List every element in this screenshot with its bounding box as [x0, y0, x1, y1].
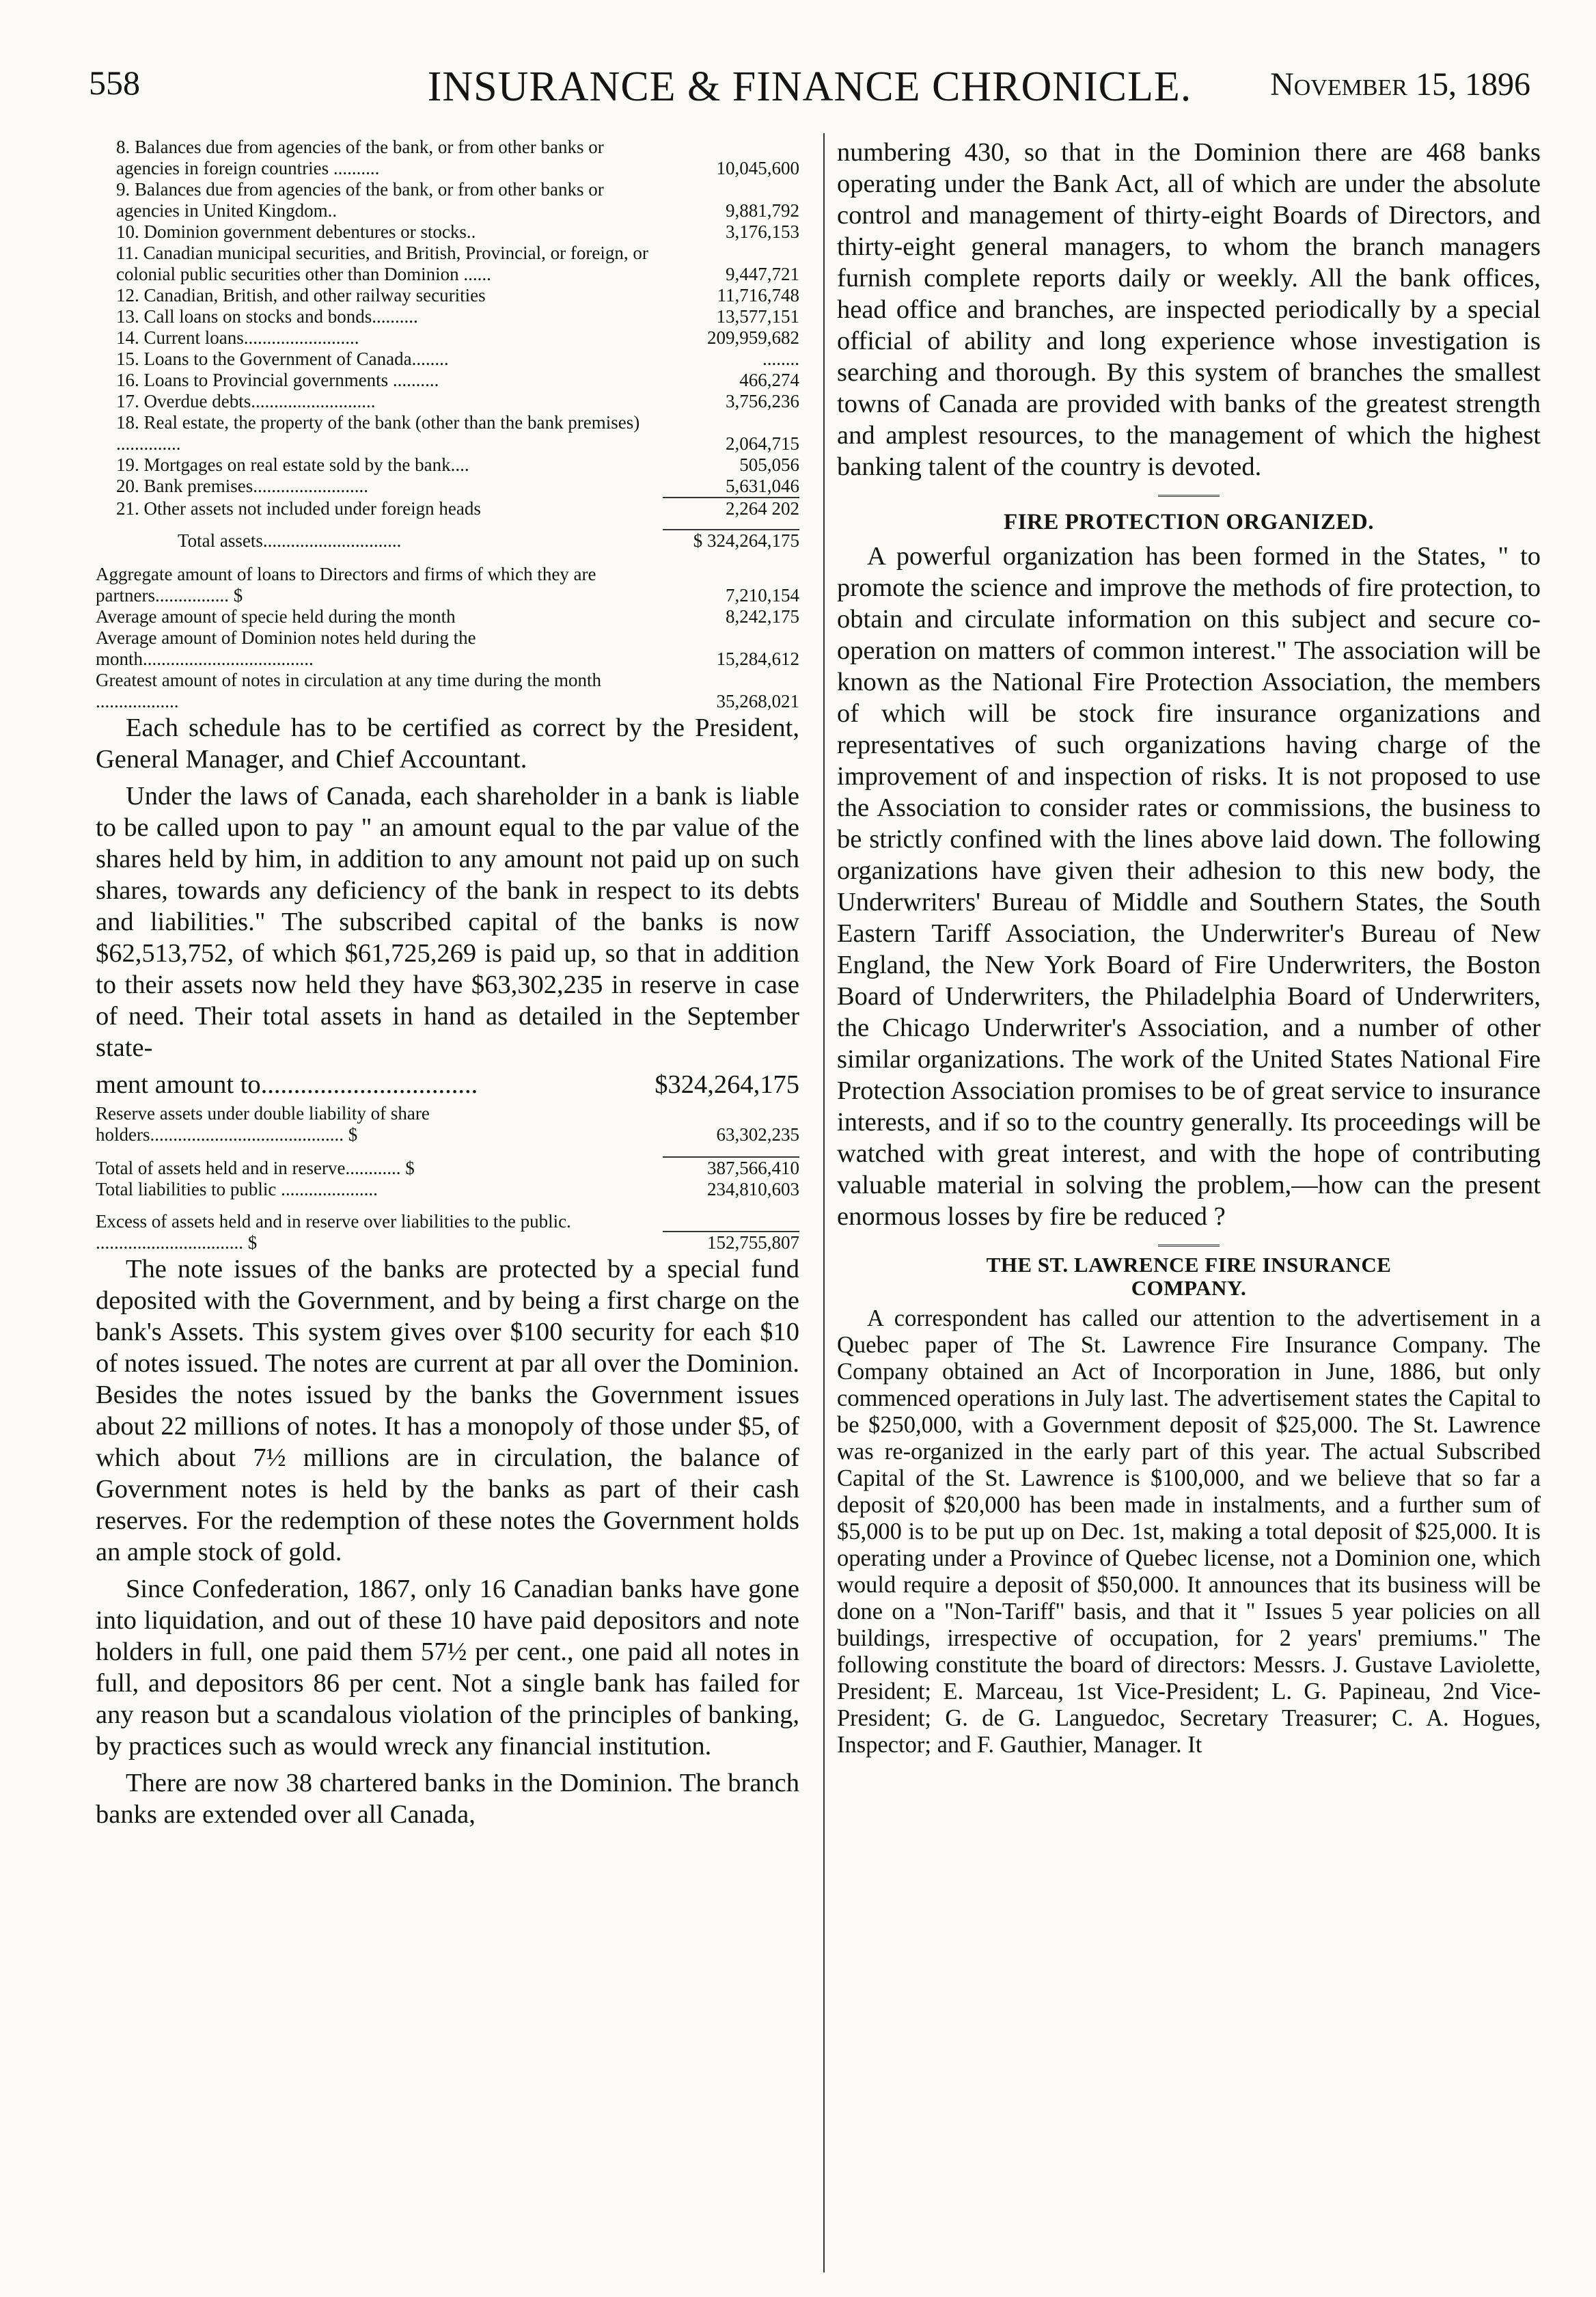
statement-row — [96, 454, 799, 476]
statement-value: 3,756,236 — [726, 391, 799, 411]
left-column — [96, 137, 799, 1836]
statement-label: 16. Loans to Provincial governments .......... — [116, 370, 439, 390]
statement-row — [96, 370, 799, 391]
statement-row — [96, 391, 799, 412]
statement-value: 7,210,154 — [726, 585, 799, 606]
statement-row — [96, 412, 799, 454]
reserve-label: Reserve assets under double liability of share holders.......................................... $ — [96, 1103, 430, 1145]
reserve-row — [96, 1103, 799, 1145]
statement-label: Average amount of Dominion notes held during the month..................................... — [96, 627, 476, 669]
fire-protection-heading: FIRE PROTECTION ORGANIZED. — [1004, 510, 1374, 534]
bank-statement-table — [96, 137, 799, 712]
statement-label: 21. Other assets not included under foreign heads — [116, 498, 481, 519]
statement-value: 13,577,151 — [716, 306, 799, 327]
statement-label: 17. Overdue debts........................... — [116, 391, 376, 411]
statement-row — [96, 327, 799, 349]
statement-value: 8,242,175 — [726, 606, 799, 627]
statement-value: 2,264 202 — [663, 497, 799, 519]
liabilities-value: 234,810,603 — [707, 1179, 799, 1199]
excess-label: Excess of assets held and in reserve over liabilities to the public. ................................ $ — [96, 1211, 571, 1253]
article-paragraph: The note issues of the banks are protected by a special fund deposited with the Government, and by being a first charge on the bank's Assets. This system gives over $100 security for each $10 of notes issued. The notes are current at par all over the Dominion. Besides the notes issued by the banks the Government issues about 22 millions of notes. It has a monopoly of those under $5, of which about 7½ millions are in circulation, the balance of Government notes is held by the banks as part of their cash reserves. For the redemption of these notes the Government holds an ample stock of gold. — [96, 1255, 799, 1566]
right-column — [837, 137, 1541, 1764]
total-assets-row — [96, 529, 799, 552]
reserve-value: 63,302,235 — [716, 1124, 799, 1145]
article-paragraph: There are now 38 chartered banks in the Dominion. The branch banks are extended over all Canada, — [96, 1769, 799, 1829]
held-label: Total of assets held and in reserve............ $ — [96, 1158, 415, 1178]
statement-value: 9,881,792 — [726, 200, 799, 221]
statement-value: 5,631,046 — [726, 476, 799, 496]
statement-value: 466,274 — [739, 370, 799, 390]
statement-label: 11. Canadian municipal securities, and British, Provincial, or foreign, or colonial public securities other than Dominion ...... — [116, 243, 648, 284]
total-assets-label: Total assets.............................. — [178, 530, 402, 551]
statement-row — [96, 349, 799, 370]
section-divider — [1158, 495, 1220, 500]
st-lawrence-heading: THE ST. LAWRENCE FIRE INSURANCE — [986, 1253, 1392, 1277]
statement-label: 13. Call loans on stocks and bonds.......... — [116, 306, 418, 327]
statement-row — [96, 137, 799, 179]
article-paragraph: A powerful organization has been formed in the States, " to promote the science and improve the methods of fire protection, to obtain and circulate information on this subject and secure co-operation on matters of common interest." The association will be known as the National Fire Protection Association, the members of which will be stock fire insurance organizations and representatives of such organizations having charge of the improvement of and inspection of risks. It is not proposed to use the Association to consider rates or commissions, the business to be strictly confined with the lines above laid down. The following organizations have given their adhesion to this new body, the Underwriters' Bureau of Middle and Southern States, the South Eastern Tariff Association, the Underwriter's Bureau of New England, the New York Board of Fire Underwriters, the Boston Board of Underwriters, the Philadelphia Board of Underwriters, the Chicago Underwriter's Association, and a number of other similar organizations. The work of the United States National Fire Protection Association promises to be of great service to insurance interests, and if so to the country generally. Its proceedings will be watched with great interest, and with the hope of contributing valuable material in solving the problem,—how can the present enormous losses by fire be reduced ? — [837, 542, 1541, 1231]
liabilities-label: Total liabilities to public ..................... — [96, 1179, 378, 1199]
article-paragraph: numbering 430, so that in the Dominion there are 468 banks operating under the Bank Act, all of which are under the absolute control and management of thirty-eight Boards of Directors, and thirty-eight general managers, to whom the branch managers furnish complete reports daily or weekly. All the bank offices, head office and branches, are inspected periodically by a special official of ability and long experience whose investigation is searching and thorough. By this system of branches the smallest towns of Canada are provided with banks of the greatest strength and amplest resources, to the management of which the highest banking talent of the country is devoted. — [837, 138, 1541, 481]
statement-value: 505,056 — [739, 454, 799, 475]
statement-row — [96, 497, 799, 519]
article-paragraph: Each schedule has to be certified as correct by the President, General Manager, and Chief Accountant. — [96, 713, 799, 774]
statement-value: 9,447,721 — [726, 264, 799, 284]
held-value: 387,566,410 — [663, 1156, 799, 1179]
statement-label: 14. Current loans......................... — [116, 327, 359, 348]
statement-label: 19. Mortgages on real estate sold by the bank.... — [116, 454, 469, 475]
statement-row — [96, 179, 799, 221]
excess-row — [96, 1211, 799, 1253]
statement-row — [96, 476, 799, 497]
statement-value: 3,176,153 — [726, 221, 799, 242]
statement-value: 15,284,612 — [716, 649, 799, 669]
statement-value: ........ — [762, 349, 799, 369]
statement-label: 20. Bank premises......................... — [116, 476, 368, 496]
statement-label: Aggregate amount of loans to Directors and firms of which they are partners................ $ — [96, 564, 596, 606]
assets-amount-row — [96, 1069, 799, 1100]
statement-extra-row — [96, 606, 799, 627]
page-number: 558 — [89, 64, 140, 102]
statement-row — [96, 243, 799, 285]
liabilities-row — [96, 1179, 799, 1200]
page-header — [89, 63, 1530, 124]
statement-extra-row — [96, 564, 799, 606]
statement-value: 209,959,682 — [707, 327, 799, 348]
assets-amount-label: ment amount to................................. — [96, 1070, 478, 1099]
total-assets-value: $ 324,264,175 — [663, 529, 799, 552]
assets-amount-value: $324,264,175 — [655, 1070, 799, 1099]
statement-extra-row — [96, 670, 799, 712]
article-paragraph: Under the laws of Canada, each shareholder in a bank is liable to be called upon to pay " an amount equal to the par value of the shares held by him, in addition to any amount not paid up on such shares, towards any deficiency of the bank in respect to its debts and liabilities." The subscribed capital of the banks is now $62,513,752, of which $61,725,269 is paid up, so that in addition to their assets now held they have $63,302,235 in reserve in case of need. Their total assets in hand as detailed in the September state- — [96, 782, 799, 1062]
reserve-table — [96, 1103, 799, 1253]
statement-label: 10. Dominion government debentures or stocks.. — [116, 221, 476, 242]
statement-value: 2,064,715 — [726, 433, 799, 454]
column-divider — [823, 133, 825, 2272]
section-divider — [1158, 1245, 1220, 1249]
issue-date: November 15, 1896 — [1270, 66, 1530, 103]
statement-label: 8. Balances due from agencies of the bank, or from other banks or agencies in foreign countries .......... — [116, 137, 604, 178]
statement-label: 12. Canadian, British, and other railway securities — [116, 285, 486, 305]
statement-row — [96, 285, 799, 306]
statement-value: 10,045,600 — [716, 158, 799, 178]
statement-label: 15. Loans to the Government of Canada........ — [116, 349, 449, 369]
statement-row — [96, 306, 799, 327]
publication-title: INSURANCE & FINANCE CHRONICLE. — [427, 64, 1192, 110]
statement-value: 35,268,021 — [716, 691, 799, 711]
statement-value: 11,716,748 — [717, 285, 799, 305]
held-row — [96, 1156, 799, 1179]
statement-extra-row — [96, 627, 799, 670]
st-lawrence-subheading: COMPANY. — [1131, 1276, 1247, 1300]
article-paragraph: Since Confederation, 1867, only 16 Canadian banks have gone into liquidation, and out of these 10 have paid depositors and note holders in full, one paid them 57½ per cent., one paid all notes in full, and depositors 86 per cent. Not a single bank has failed for any reason but a scandalous violation of the principles of banking, by practices such as would wreck any financial institution. — [96, 1575, 799, 1761]
excess-value: 152,755,807 — [663, 1231, 799, 1253]
statement-row — [96, 221, 799, 243]
statement-label: Average amount of specie held during the month — [96, 606, 456, 627]
statement-label: 18. Real estate, the property of the bank (other than the bank premises) .............. — [116, 412, 640, 454]
statement-label: Greatest amount of notes in circulation at any time during the month .................. — [96, 670, 602, 711]
article-paragraph: A correspondent has called our attention to the advertisement in a Quebec paper of The St. Lawrence Fire Insurance Company. The Company obtained an Act of Incorporation in June, 1886, but only commenced operations in July last. The advertisement states the Capital to be $250,000, with a Government deposit of $25,000. The St. Lawrence was re-organized in the early part of this year. The actual Subscribed Capital of the St. Lawrence is $100,000, and we believe that so far a deposit of $20,000 has been made in instalments, and a further sum of $5,000 is to be put up on Dec. 1st, making a total deposit of $25,000. It is operating under a Province of Quebec license, not a Dominion one, which would require a deposit of $50,000. It announces that its business will be done on a "Non-Tariff" basis, and that it " Issues 5 year policies on all buildings, irrespective of occupation, for 2 years' premiums." The following constitute the board of directors: Messrs. J. Gustave Laviolette, President; E. Marceau, 1st Vice-President; L. G. Papineau, 2nd Vice-President; G. de G. Languedoc, Secretary Treasurer; C. A. Hogues, Inspector; and F. Gauthier, Manager. It — [837, 1305, 1541, 1758]
statement-label: 9. Balances due from agencies of the bank, or from other banks or agencies in United Kingdom.. — [116, 179, 604, 221]
